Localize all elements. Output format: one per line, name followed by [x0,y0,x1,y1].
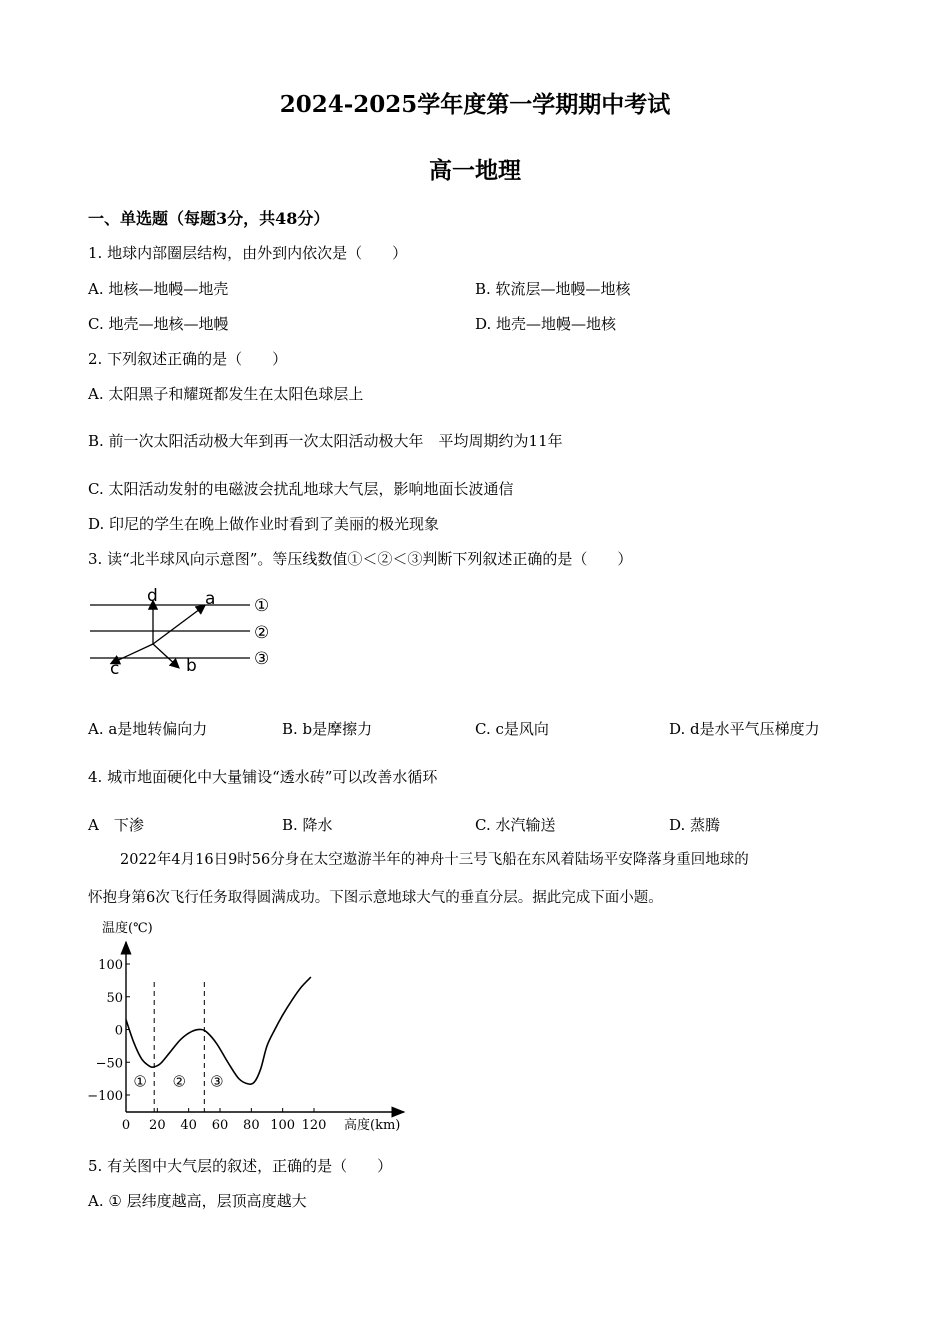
q3-option-b: B. b是摩擦力 [282,720,373,738]
q4-stem: 4. 城市地面硬化中大量铺设“透水砖”可以改善水循环 [88,768,438,786]
x-tick-label: 100 [270,1118,296,1133]
passage-line-1: 2022年4月16日9时56分身在太空遨游半年的神舟十三号飞船在东风着陆场平安降落身重回地球的 [120,852,749,868]
q5-stem: 5. 有关图中大气层的叙述，正确的是（ ） [88,1157,393,1175]
q4-option-c: C. 水汽输送 [475,816,556,834]
x-tick-label: 40 [180,1118,197,1133]
label-b: b [186,656,197,676]
subject-title: 高一地理 [429,157,521,184]
q2-option-b: B. 前一次太阳活动极大年到再一次太阳活动极大年 平均周期约为11年 [88,432,563,450]
q2-option-d: D. 印尼的学生在晚上做作业时看到了美丽的极光现象 [88,515,440,533]
q3-option-c: C. c是风向 [475,720,549,738]
q3-option-d: D. d是水平气压梯度力 [669,720,820,738]
q1-option-c: C. 地壳—地核—地幔 [88,315,229,333]
section-heading: 一、单选题（每题3分，共48分） [88,209,330,228]
q1-option-a: A. 地核—地幔—地壳 [88,280,229,298]
x-tick-label: 120 [301,1118,327,1133]
q4-option-a: A 下渗 [88,816,144,834]
passage-line-2: 怀抱身第6次飞行任务取得圆满成功。下图示意地球大气的垂直分层。据此完成下面小题。 [88,890,663,906]
exam-title: 2024-2025学年度第一学期期中考试 [279,91,671,118]
q3-stem: 3. 读“北半球风向示意图”。等压线数值①＜②＜③判断下列叙述正确的是（ ） [88,550,633,568]
q5-option-a: A. ① 层纬度越高，层顶高度越大 [88,1192,307,1210]
q1-option-d: D. 地壳—地幔—地核 [475,315,617,333]
x-tick-label: 60 [211,1118,229,1133]
label-c: c [110,659,120,679]
arrow-b [153,644,178,667]
label-a: a [205,589,216,609]
y-axis-label: 温度(℃) [102,921,153,936]
y-tick-label: 0 [114,1023,123,1039]
arrow-a [153,606,204,644]
x-tick-label: 0 [121,1118,131,1133]
layer-label: ② [172,1072,186,1091]
isobar-label-1: ① [254,596,270,616]
q4-option-b: B. 降水 [282,816,333,834]
q2-option-a: A. 太阳黑子和耀斑都发生在太阳色球层上 [88,385,364,403]
x-tick-label: 20 [149,1118,166,1133]
layer-label: ③ [210,1072,224,1091]
layer-label: ① [133,1072,147,1091]
label-d: d [147,586,158,606]
q2-option-c: C. 太阳活动发射的电磁波会扰乱地球大气层，影响地面长波通信 [88,480,514,498]
y-tick-label: −50 [95,1056,123,1072]
x-tick-label: 80 [243,1118,260,1133]
y-tick-label: 100 [98,958,123,973]
isobar-label-2: ② [254,623,270,643]
x-axis-label: 高度(km) [344,1118,401,1133]
q2-stem: 2. 下列叙述正确的是（ ） [88,350,288,368]
y-tick-label: −100 [87,1089,123,1104]
isobar-label-3: ③ [254,649,270,669]
atmosphere-temperature-chart [86,912,416,1140]
q3-option-a: A. a是地转偏向力 [88,720,208,738]
wind-direction-diagram [86,582,286,682]
q4-option-d: D. 蒸腾 [669,816,721,834]
q1-option-b: B. 软流层—地幔—地核 [475,280,631,298]
q1-stem: 1. 地球内部圈层结构，由外到内依次是（ ） [88,244,408,262]
y-tick-label: 50 [106,990,123,1006]
